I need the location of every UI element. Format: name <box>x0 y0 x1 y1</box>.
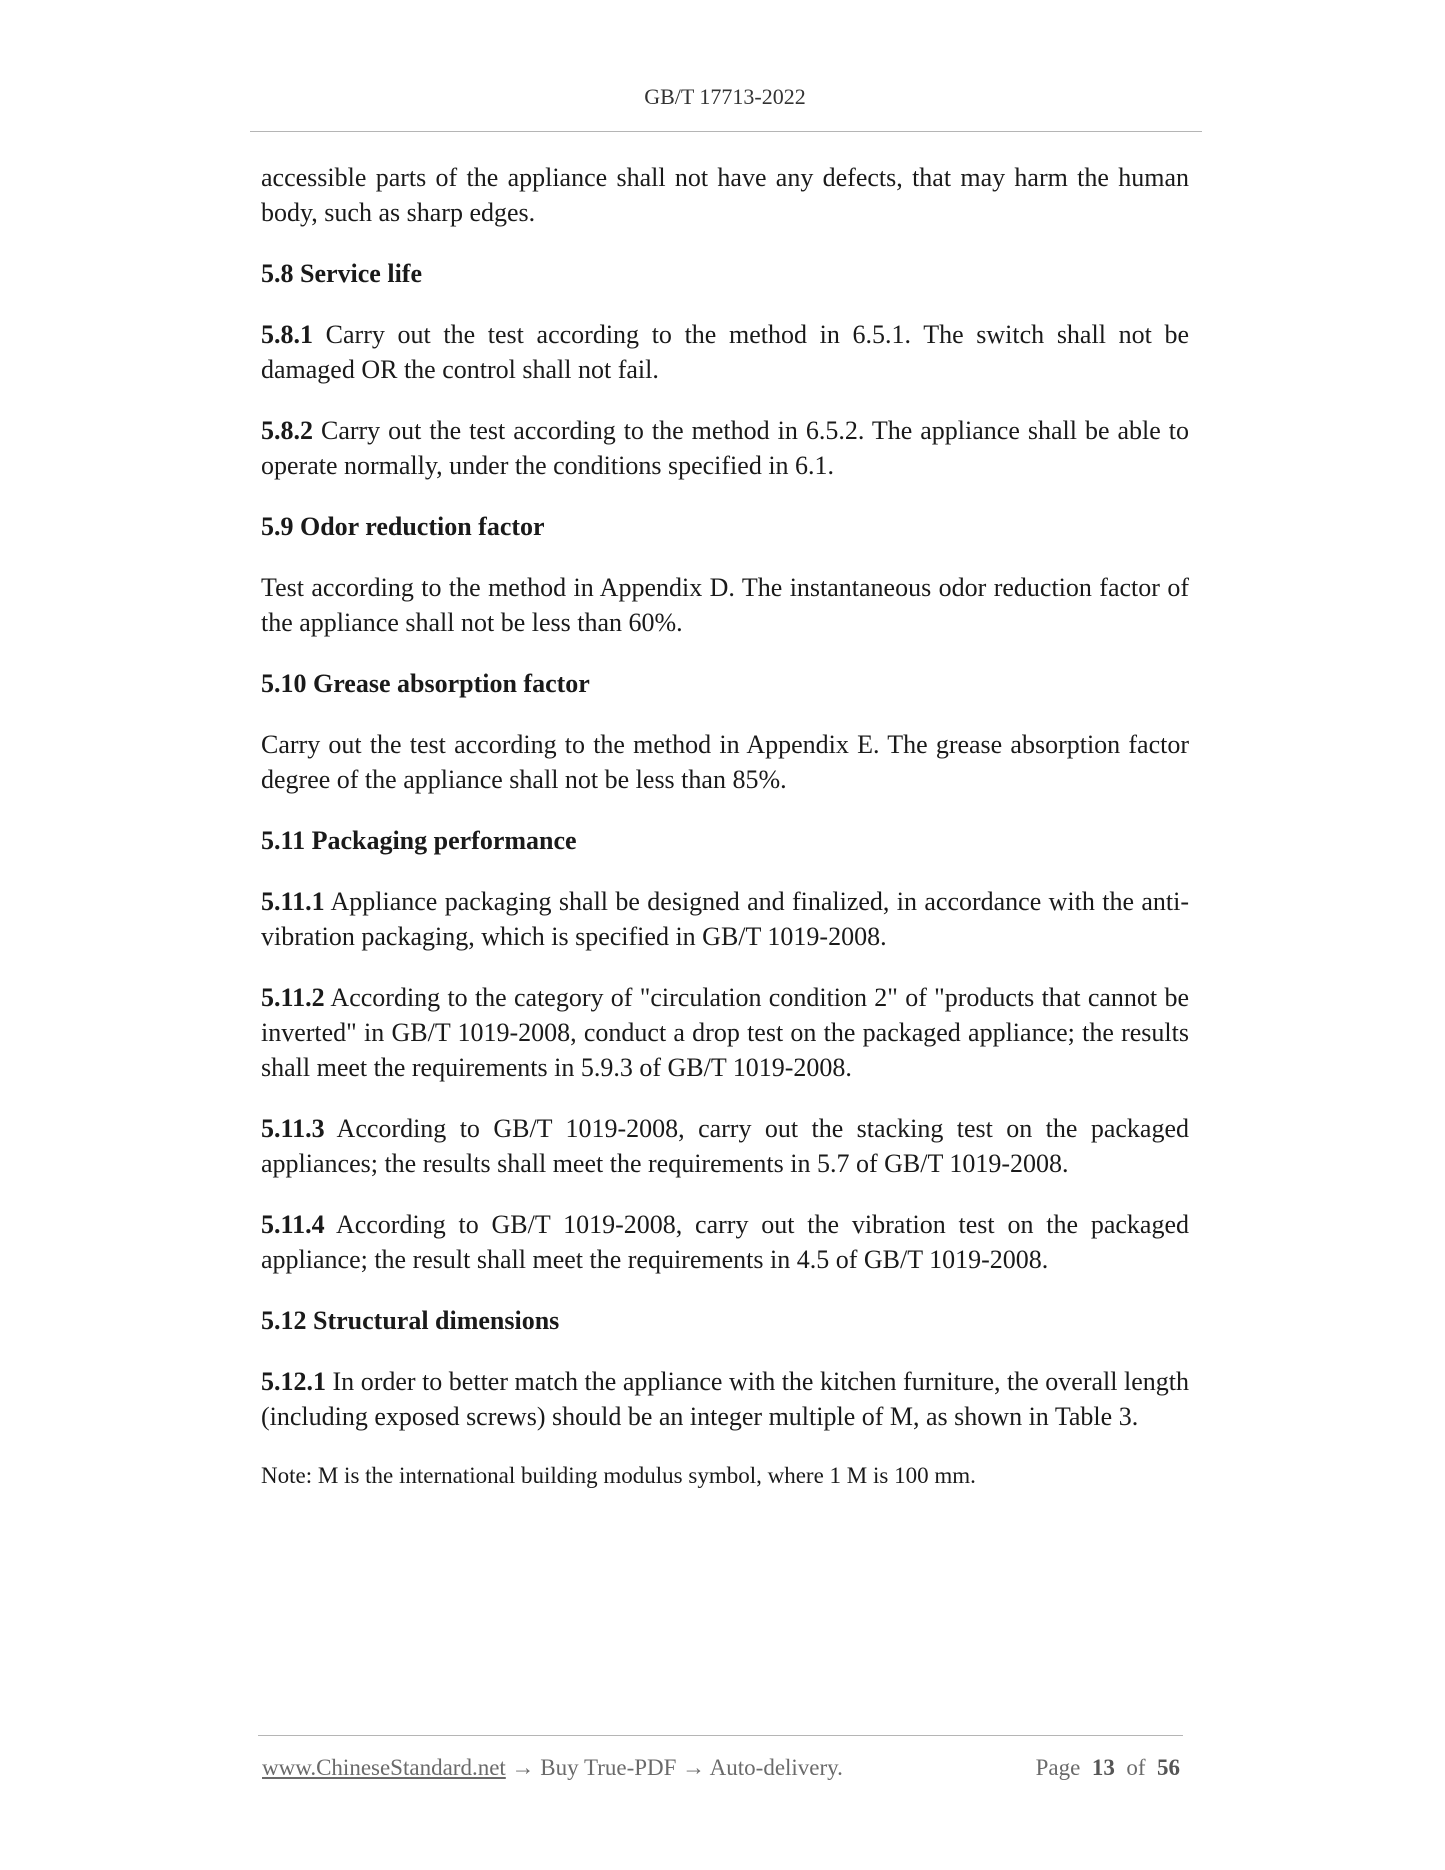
intro-paragraph: accessible parts of the appliance shall not have any defects, that may harm the human body, such as sharp edges. <box>261 163 1189 227</box>
page-total: 56 <box>1157 1755 1180 1780</box>
clause-5-11-2 <box>261 980 1189 1085</box>
footer-promo-text: → Buy True-PDF → Auto-delivery. <box>505 1755 843 1780</box>
footer-promo <box>262 1755 843 1781</box>
clause-text: Carry out the test according to the method in 6.5.1. The switch shall not be damaged OR the control shall not fail. <box>261 320 1189 384</box>
document-header: GB/T 17713-2022 <box>644 84 806 109</box>
site-link[interactable]: www.ChineseStandard.net <box>262 1755 506 1780</box>
document-body <box>261 160 1189 1492</box>
clause-5-11-3 <box>261 1111 1189 1181</box>
clause-5-11-1 <box>261 884 1189 954</box>
section-heading-5-9: 5.9 Odor reduction factor <box>261 512 545 541</box>
note-text: Note: M is the international building modulus symbol, where 1 M is 100 mm. <box>261 1463 976 1488</box>
section-heading-5-8: 5.8 Service life <box>261 259 422 288</box>
page-current: 13 <box>1091 1755 1115 1780</box>
clause-5-8-2 <box>261 413 1189 483</box>
clause-5-9: Test according to the method in Appendix D. The instantaneous odor reduction factor of the appliance shall not be less than 60%. <box>261 573 1189 637</box>
section-heading-5-11: 5.11 Packaging performance <box>261 826 577 855</box>
clause-text: In order to better match the appliance with the kitchen furniture, the overall length (including exposed screws) should be an integer multiple of M, as shown in Table 3. <box>261 1367 1189 1431</box>
clause-text: According to GB/T 1019-2008, carry out the vibration test on the packaged appliance; the result shall meet the requirements in 4.5 of GB/T 1019-2008. <box>261 1210 1189 1274</box>
clause-5-12-1 <box>261 1364 1189 1434</box>
clause-number: 5.11.4 <box>261 1210 325 1239</box>
clause-number: 5.8.1 <box>261 320 313 349</box>
clause-5-10: Carry out the test according to the method in Appendix E. The grease absorption factor degree of the appliance shall not be less than 85%. <box>261 730 1189 794</box>
clause-number: 5.11.1 <box>261 887 325 916</box>
page-of: of <box>1126 1755 1146 1780</box>
clause-number: 5.12.1 <box>261 1367 326 1396</box>
footer-divider <box>258 1735 1183 1736</box>
clause-number: 5.8.2 <box>261 416 313 445</box>
clause-number: 5.11.3 <box>261 1114 325 1143</box>
clause-text: According to GB/T 1019-2008, carry out the stacking test on the packaged appliances; the results shall meet the requirements in 5.7 of GB/T 1019-2008. <box>261 1114 1189 1178</box>
clause-text: Carry out the test according to the method in 6.5.2. The appliance shall be able to operate normally, under the conditions specified in 6.1. <box>261 416 1189 480</box>
section-heading-5-10: 5.10 Grease absorption factor <box>261 669 590 698</box>
page-label: Page <box>1035 1755 1081 1780</box>
section-heading-5-12: 5.12 Structural dimensions <box>261 1306 560 1335</box>
clause-text: According to the category of "circulation condition 2" of "products that cannot be inverted" in GB/T 1019-2008, conduct a drop test on the packaged appliance; the results shall meet the requirements in 5.9.3 of GB/T 1019-2008. <box>261 983 1189 1082</box>
header-divider <box>250 131 1202 132</box>
clause-5-11-4 <box>261 1207 1189 1277</box>
clause-5-8-1 <box>261 317 1189 387</box>
clause-number: 5.11.2 <box>261 983 325 1012</box>
clause-text: Appliance packaging shall be designed and finalized, in accordance with the anti-vibration packaging, which is specified in GB/T 1019-2008. <box>261 887 1189 951</box>
page-number <box>1036 1755 1180 1781</box>
